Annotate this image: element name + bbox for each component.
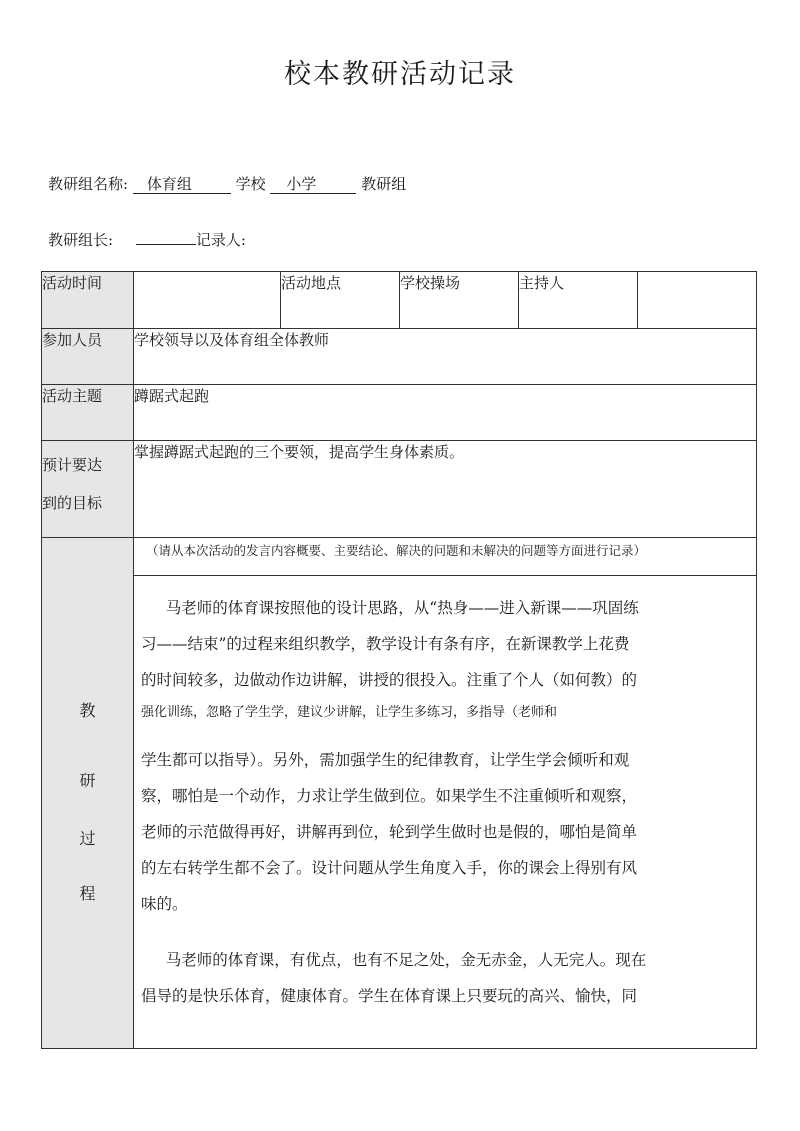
process-label (42, 538, 134, 1049)
time-value (134, 272, 281, 329)
process-line: 学生都可以指导）。另外，需加强学生的纪律教育，让学生学会倾听和观 (141, 751, 630, 769)
process-line: 马老师的体育课按照他的设计思路，从“热身——进入新课——巩固练 (165, 599, 639, 617)
process-line: 倡导的是快乐体育，健康体育。学生在体育课上只要玩的高兴、愉快，同 (141, 987, 638, 1005)
group-name-label: 教研组名称: (48, 175, 129, 193)
process-char-4: 程 (79, 884, 96, 903)
row-theme (42, 385, 757, 441)
process-line: 习——结束”的过程来组织教学，教学设计有条有序，在新课教学上花费 (141, 635, 630, 653)
process-line: 老师的示范做得再好，讲解再到位，轮到学生做时也是假的，哪怕是简单 (141, 823, 638, 841)
row-process-body (42, 576, 757, 1049)
process-char-1: 教 (79, 701, 96, 720)
goal-value: 掌握蹲踞式起跑的三个要领，提高学生身体素质。 (134, 441, 757, 538)
process-note: （请从本次活动的发言内容概要、主要结论、解决的问题和未解决的问题等方面进行记录） (134, 538, 757, 576)
participants-value: 学校领导以及体育组全体教师 (134, 329, 757, 385)
theme-value: 蹲踞式起跑 (134, 385, 757, 441)
leader-info-line (48, 229, 246, 250)
page-title: 校本教研活动记录 (284, 59, 516, 90)
record-table (41, 271, 757, 1049)
group-name-value: 体育组 (133, 176, 231, 194)
leader-value-blank (136, 244, 196, 245)
theme-label: 活动主题 (42, 385, 134, 441)
school-label: 学校 (235, 175, 266, 193)
process-line: 马老师的体育课，有优点，也有不足之处，金无赤金，人无完人。现在 (165, 951, 647, 969)
place-value: 学校操场 (400, 272, 519, 329)
row-process-note (42, 538, 757, 576)
goal-label-line1: 预计要达 (42, 456, 103, 474)
process-line: 察，哪怕是一个动作，力求让学生做到位。如果学生不注重倾听和观察， (141, 787, 638, 805)
process-line: 的时间较多，边做动作边讲解，讲授的很投入。注重了个人（如何教）的 (141, 671, 638, 689)
group-suffix: 教研组 (361, 175, 407, 193)
recorder-label: 记录人: (195, 231, 246, 249)
host-value (638, 272, 757, 329)
process-line: 的左右转学生都不会了。设计问题从学生角度入手，你的课会上得别有风 (141, 859, 638, 877)
row-time-place-host (42, 272, 757, 329)
row-participants (42, 329, 757, 385)
host-label: 主持人 (519, 272, 638, 329)
goal-label-line2: 到的目标 (42, 494, 103, 512)
time-label: 活动时间 (42, 272, 134, 329)
process-body (134, 576, 757, 1049)
goal-label (42, 441, 134, 538)
process-line: 味的。 (141, 895, 188, 913)
group-info-line (48, 173, 406, 194)
place-label: 活动地点 (281, 272, 400, 329)
process-char-2: 研 (79, 771, 96, 790)
process-char-3: 过 (79, 829, 96, 848)
leader-label: 教研组长: (48, 231, 114, 249)
participants-label: 参加人员 (42, 329, 134, 385)
row-goal (42, 441, 757, 538)
process-line: 强化训练，忽略了学生学，建议少讲解，让学生多练习，多指导（老师和 (141, 705, 558, 720)
school-value: 小学 (270, 176, 356, 194)
